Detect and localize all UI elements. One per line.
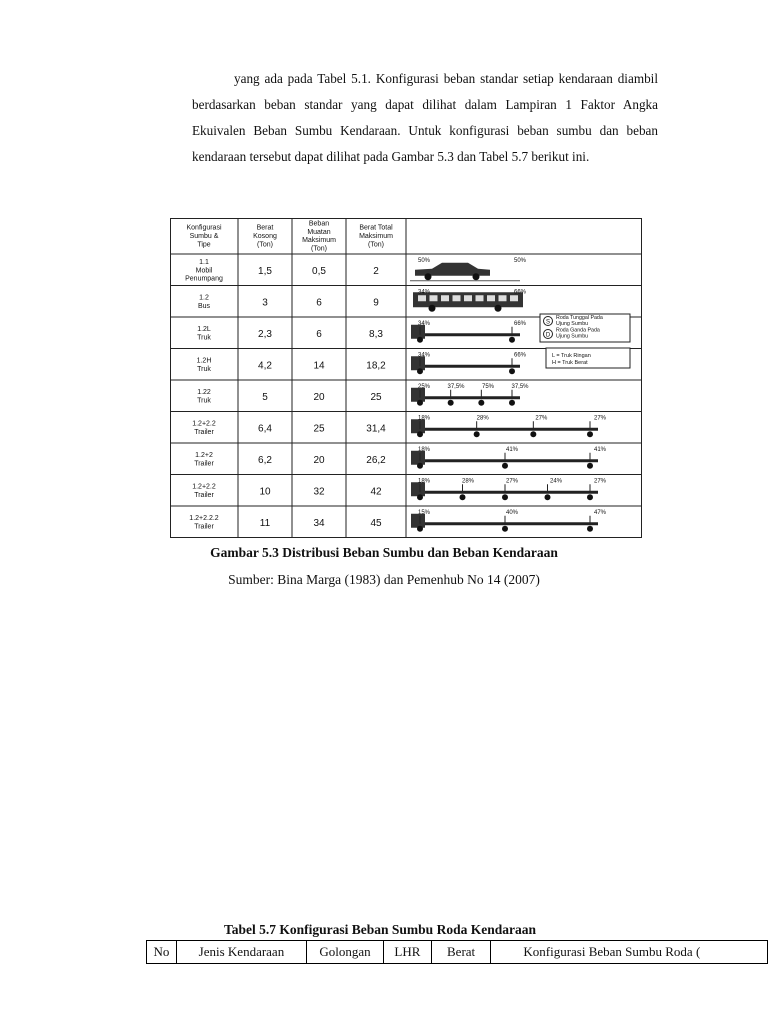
figure-type-text: 1.2+2	[195, 452, 213, 460]
figure-load-percent: 50%	[417, 258, 431, 264]
figure-load-percent: 66%	[513, 321, 527, 327]
figure-type-text: Penumpang	[185, 275, 223, 283]
figure-load-percent: 50%	[513, 258, 527, 264]
figure-type-text: Trailer	[194, 428, 214, 436]
figure-type-text: 1.2H	[196, 357, 212, 365]
figure-type-text: 1.22	[197, 389, 211, 397]
figure-header-text: Maksimum	[302, 237, 336, 245]
figure-header-text: (Ton)	[368, 241, 384, 249]
wheel	[587, 526, 593, 532]
wheel	[587, 494, 593, 500]
figure-load-percent: 28%	[476, 415, 489, 422]
wheel	[509, 337, 515, 343]
figure-header-text: Konfigurasi	[186, 224, 222, 232]
figure-load-percent: 34%	[417, 321, 431, 327]
figure-total-value: 25	[370, 391, 382, 403]
figure-type-text: 1.2	[199, 294, 209, 302]
wheel	[509, 368, 515, 374]
figure-load-percent: 34%	[417, 289, 431, 296]
wheel	[502, 526, 508, 532]
wheel	[587, 431, 593, 437]
table-title: Tabel 5.7 Konfigurasi Beban Sumbu Roda Kendaraan	[224, 922, 536, 937]
bus-window	[418, 295, 426, 301]
figure-muatan-value: 20	[313, 454, 325, 466]
figure-type-text: Trailer	[194, 491, 214, 499]
legend-symbol-text: D	[545, 332, 551, 339]
figure-type-text: Bus	[197, 302, 211, 310]
wheel	[425, 273, 432, 280]
figure-type-text: Truk	[197, 334, 211, 342]
legend-wheel-text: Roda Ganda Pada	[556, 327, 600, 334]
wheel	[587, 463, 593, 469]
bus-window	[441, 295, 449, 301]
figure-load-percent: 66%	[513, 289, 527, 296]
figure-total-value: 9	[373, 297, 379, 309]
wheel	[417, 400, 423, 406]
body-paragraph	[192, 66, 658, 170]
figure-kosong-value: 6,4	[258, 423, 272, 435]
legend-truck-text: L = Truk Ringan	[552, 353, 591, 359]
figure-muatan-value: 6	[316, 297, 322, 309]
figure-load-percent: 25%	[417, 384, 431, 390]
wheel	[417, 431, 423, 437]
figure-muatan-value: 14	[313, 360, 325, 372]
figure-kosong-value: 6,2	[258, 454, 272, 466]
wheel	[502, 463, 508, 469]
col-jenis-kendaraan: Jenis Kendaraan	[176, 941, 306, 964]
figure-load-percent: 75%	[481, 384, 495, 390]
wheel	[448, 400, 454, 406]
wheel	[417, 526, 423, 532]
figure-header-text: (Ton)	[257, 241, 273, 249]
figure-kosong-value: 4,2	[258, 360, 272, 372]
figure-header-text: Beban	[308, 220, 330, 228]
figure-load-percent: 27%	[535, 415, 548, 422]
col-berat: Berat	[431, 941, 491, 964]
wheel	[460, 494, 466, 500]
wheel	[530, 431, 536, 437]
figure-total-value: 2	[373, 265, 379, 277]
col-konfigurasi: Konfigurasi Beban Sumbu Roda (	[491, 941, 768, 964]
figure-load-percent: 15%	[417, 510, 431, 516]
figure-kosong-value: 1,5	[258, 265, 272, 277]
figure-type-text: Truk	[197, 365, 211, 373]
figure-header-text: Maksimum	[359, 233, 393, 240]
bus-window	[453, 295, 461, 301]
figure-type-text: Mobil	[195, 267, 213, 275]
figure-load-percent: 18%	[417, 415, 431, 422]
wheel	[417, 494, 423, 500]
figure-header-text: Tipe	[197, 241, 211, 249]
bus-window	[487, 295, 495, 301]
col-golongan: Golongan	[307, 941, 384, 964]
wheel	[429, 305, 436, 312]
legend-wheel-text: Roda Tunggal Pada	[556, 315, 603, 321]
figure-total-value: 8,3	[369, 328, 383, 340]
figure-type-text: 1.2+2.2.2	[189, 515, 219, 523]
wheel	[545, 494, 551, 500]
bus-window	[510, 295, 518, 301]
figure-load-percent: 41%	[593, 447, 607, 453]
figure-kosong-value: 10	[259, 486, 271, 498]
figure-muatan-value: 32	[313, 486, 325, 498]
figure-load-percent: 40%	[505, 510, 519, 516]
bus-window	[476, 295, 484, 301]
figure-caption: Gambar 5.3 Distribusi Beban Sumbu dan Beban Kendaraan	[210, 545, 558, 560]
table-header-row	[147, 941, 768, 964]
wheel	[478, 400, 484, 406]
legend-wheel-text: Ujung Sumbu	[556, 333, 589, 340]
figure-load-percent: 34%	[417, 352, 431, 359]
figure-muatan-value: 0,5	[312, 265, 326, 277]
paragraph-text: yang ada pada Tabel 5.1. Konfigurasi beban standar setiap kendaraan diambil berdasarkan beban standar yang dapat dilihat dalam Lampiran 1 Faktor Angka Ekuivalen Beban Sumbu Kendaraan. Untuk konfigurasi beban sumbu dan beban kendaraan tersebut dapat dilihat pada Gambar 5.3 dan Tabel 5.7 berikut ini.	[192, 71, 658, 164]
figure-type-text: 1.1	[199, 258, 209, 266]
figure-muatan-value: 25	[313, 423, 325, 435]
figure-load-percent: 66%	[513, 352, 527, 359]
figure-load-percent: 24%	[549, 478, 563, 485]
bus-window	[464, 295, 472, 301]
figure-kosong-value: 2,3	[258, 328, 272, 340]
figure-load-percent: 41%	[505, 447, 519, 453]
wheel	[417, 337, 423, 343]
figure-type-text: 1.2+2.2	[192, 483, 216, 491]
figure-type-text: 1.2+2.2	[192, 420, 216, 428]
figure-load-percent: 27%	[505, 478, 519, 485]
figure-muatan-value: 20	[313, 391, 325, 403]
figure-load-percent: 28%	[461, 478, 475, 485]
figure-header-text: Berat	[256, 224, 274, 232]
legend-symbol-text: S	[545, 319, 551, 326]
bus-window	[430, 295, 438, 301]
figure-header-text: (Ton)	[311, 245, 327, 253]
figure-load-percent: 37,5%	[511, 384, 529, 390]
figure-kosong-value: 3	[262, 297, 268, 309]
col-lhr: LHR	[383, 941, 431, 964]
figure-load-percent: 18%	[417, 447, 431, 453]
axle-load-figure	[170, 218, 642, 538]
figure-header-text: Berat Total	[359, 224, 393, 232]
figure-load-percent: 47%	[593, 510, 607, 516]
wheel	[473, 273, 480, 280]
wheel	[509, 400, 515, 406]
figure-load-percent: 27%	[593, 415, 607, 422]
figure-total-value: 31,4	[366, 423, 386, 435]
wheel	[474, 431, 480, 437]
figure-header-text: Sumbu &	[189, 233, 219, 240]
legend-wheel-text: Ujung Sumbu	[556, 321, 589, 328]
wheel	[495, 305, 502, 312]
figure-total-value: 45	[370, 517, 382, 529]
wheel	[417, 463, 423, 469]
figure-type-text: Trailer	[194, 523, 214, 531]
figure-type-text: Trailer	[194, 460, 214, 468]
legend-truck-text: H = Truk Berat	[552, 360, 588, 366]
figure-kosong-value: 11	[259, 517, 271, 529]
wheel	[417, 368, 423, 374]
figure-type-text: Truk	[197, 397, 211, 405]
figure-muatan-value: 6	[316, 328, 322, 340]
figure-total-value: 26,2	[366, 454, 386, 466]
figure-load-percent: 27%	[593, 478, 607, 485]
figure-total-value: 42	[370, 486, 382, 498]
col-no: No	[147, 941, 177, 964]
figure-load-percent: 18%	[417, 478, 431, 485]
figure-load-percent: 37,5%	[447, 384, 465, 390]
figure-kosong-value: 5	[262, 391, 268, 403]
figure-header-text: Kosong	[253, 233, 277, 240]
figure-source: Sumber: Bina Marga (1983) dan Pemenhub No 14 (2007)	[228, 572, 540, 587]
figure-type-text: 1.2L	[197, 326, 211, 334]
figure-header-text: Muatan	[307, 228, 331, 236]
bus-window	[499, 295, 507, 301]
figure-total-value: 18,2	[366, 360, 386, 372]
axle-config-table	[146, 940, 768, 964]
figure-muatan-value: 34	[313, 517, 325, 529]
wheel	[502, 494, 508, 500]
